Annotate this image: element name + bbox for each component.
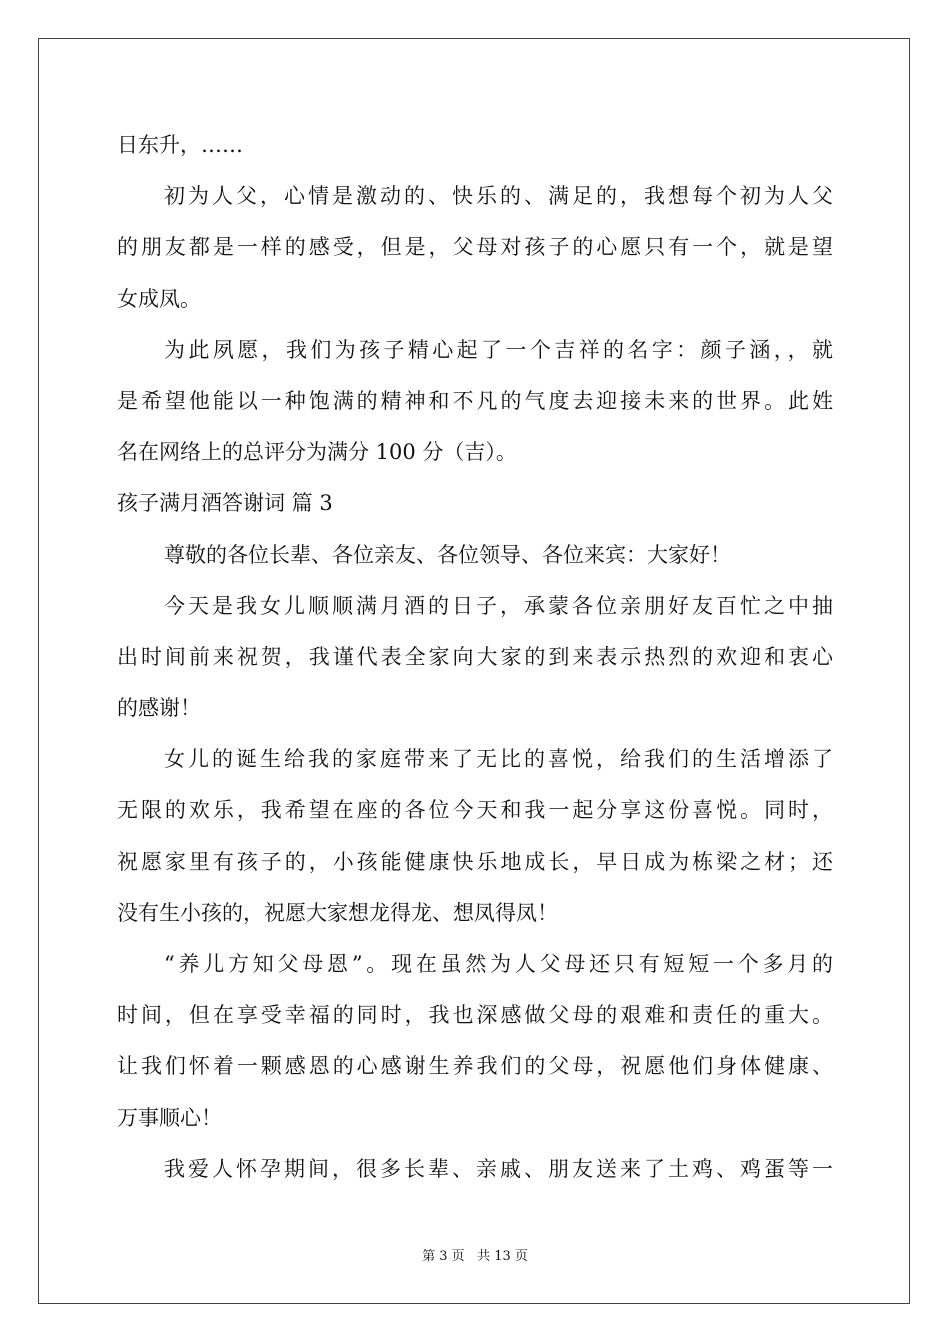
text-line: 为此夙愿，我们为孩子精心起了一个吉祥的名字：颜子涵，，就 xyxy=(164,337,833,362)
text-line: 女成凤。 xyxy=(117,286,201,311)
text-line: 时间，但在享受幸福的同时，我也深感做父母的艰难和责任的重大。 xyxy=(117,1003,833,1028)
current-page-number: 第 3 页 xyxy=(422,1249,465,1264)
text-line: 让我们怀着一颗感恩的心感谢生养我们的父母，祝愿他们身体健康、 xyxy=(117,1054,833,1079)
text-line: 尊敬的各位长辈、各位亲友、各位领导、各位来宾：大家好！ xyxy=(164,542,731,567)
text-line: 初为人父，心情是激动的、快乐的、满足的，我想每个初为人父 xyxy=(164,184,833,209)
section-heading: 孩子满月酒答谢词 篇 3 xyxy=(117,491,333,516)
text-line: 我爱人怀孕期间，很多长辈、亲戚、朋友送来了土鸡、鸡蛋等一 xyxy=(164,1156,833,1181)
total-pages: 共 13 页 xyxy=(477,1249,528,1264)
text-line: 是希望他能以一种饱满的精神和不凡的气度去迎接未来的世界。此姓 xyxy=(117,388,833,413)
text-line: 女儿的诞生给我的家庭带来了无比的喜悦，给我们的生活增添了 xyxy=(164,747,833,772)
page-footer xyxy=(0,1245,950,1264)
text-line: 的感谢！ xyxy=(117,696,201,721)
text-line: 祝愿家里有孩子的，小孩能健康快乐地成长，早日成为栋梁之材；还 xyxy=(117,849,833,874)
text-line: 今天是我女儿顺顺满月酒的日子，承蒙各位亲朋好友百忙之中抽 xyxy=(164,593,833,618)
text-line: 出时间前来祝贺，我谨代表全家向大家的到来表示热烈的欢迎和衷心 xyxy=(117,644,833,669)
text-line: 日东升，…… xyxy=(117,133,243,157)
text-line: 名在网络上的总评分为满分 100 分（吉）。 xyxy=(117,440,517,465)
text-line: 无限的欢乐，我希望在座的各位今天和我一起分享这份喜悦。同时， xyxy=(117,798,833,823)
text-line: 没有生小孩的，祝愿大家想龙得龙、想凤得凤！ xyxy=(117,900,558,925)
text-line: “养儿方知父母恩”。现在虽然为人父母还只有短短一个多月的 xyxy=(164,952,833,976)
text-line: 的朋友都是一样的感受，但是，父母对孩子的心愿只有一个，就是望 xyxy=(117,235,833,260)
document-body xyxy=(117,120,833,1195)
text-line: 万事顺心！ xyxy=(117,1105,222,1130)
